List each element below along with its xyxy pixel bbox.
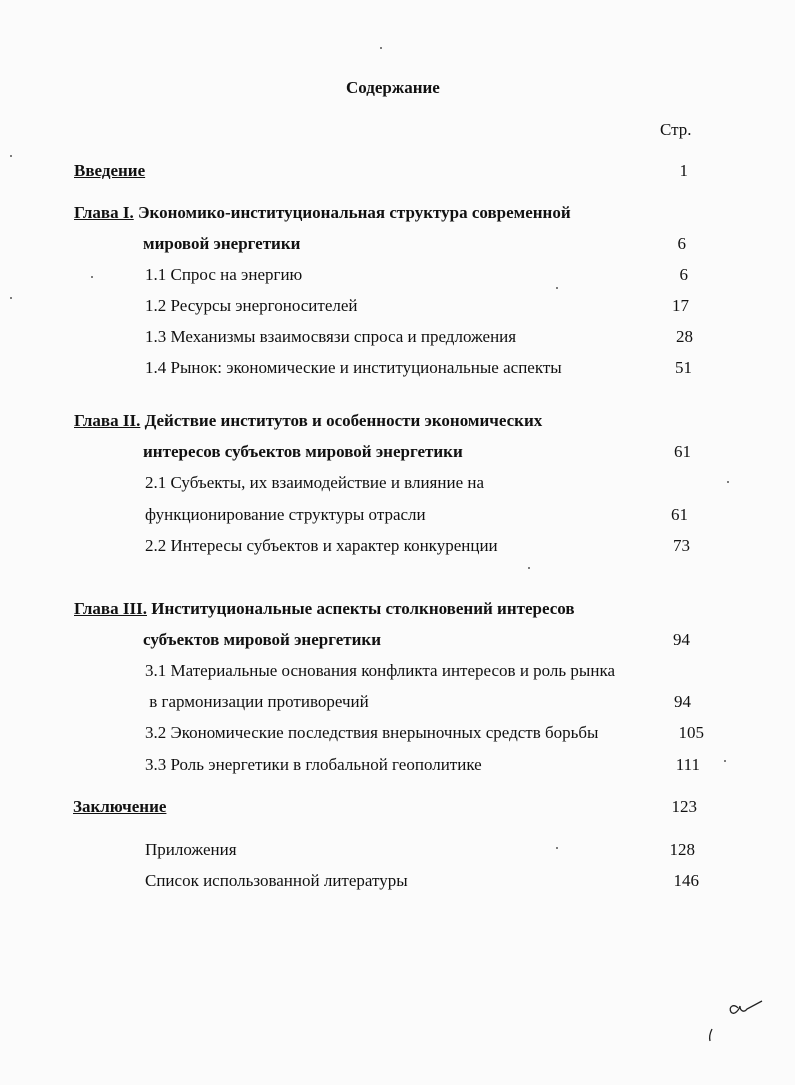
toc-section-1-1[interactable]: 1.1 Спрос на энергию [145, 265, 303, 284]
chapter-2-prefix: Глава II. [74, 411, 141, 430]
toc-chapter-1[interactable] [74, 203, 571, 223]
appendix-page: 128 [669, 840, 695, 859]
toc-section-1-4[interactable]: 1.4 Рынок: экономические и институциональные аспекты [145, 358, 562, 377]
toc-section-3-1-line2[interactable]: в гармонизации противоречий [145, 692, 369, 711]
toc-section-2-1-line1[interactable]: 2.1 Субъекты, их взаимодействие и влияние на [145, 473, 485, 492]
chapter-1-title-line2: мировой энергетики [143, 234, 301, 253]
scan-speck [528, 567, 530, 569]
section-3-3-page: 111 [675, 755, 700, 774]
toc-section-3-2[interactable]: 3.2 Экономические последствия внерыночных средств борьбы [145, 723, 599, 742]
chapter-2-title-line1: Действие институтов и особенности экономических [144, 411, 543, 430]
toc-conclusion[interactable]: Заключение [73, 797, 167, 816]
toc-intro[interactable]: Введение [74, 161, 146, 180]
chapter-3-page: 94 [673, 630, 690, 649]
toc-section-2-2[interactable]: 2.2 Интересы субъектов и характер конкуренции [145, 536, 498, 555]
section-2-1-page: 61 [671, 505, 688, 524]
section-2-2-page: 73 [673, 536, 690, 555]
toc-section-1-3[interactable]: 1.3 Механизмы взаимосвязи спроса и предложения [145, 327, 517, 346]
scan-speck [556, 287, 558, 289]
toc-appendix[interactable]: Приложения [145, 840, 237, 859]
toc-section-3-3[interactable]: 3.3 Роль энергетики в глобальной геополитике [145, 755, 482, 774]
toc-chapter-3[interactable] [74, 599, 575, 619]
toc-chapter-2[interactable] [74, 411, 542, 431]
scan-speck [10, 297, 12, 299]
scan-speck [556, 847, 558, 849]
section-1-1-page: 6 [679, 265, 688, 284]
chapter-1-prefix: Глава I. [74, 203, 134, 222]
chapter-3-title-line2: субъектов мировой энергетики [143, 630, 381, 649]
section-3-2-page: 105 [678, 723, 704, 742]
bibliography-page: 146 [673, 871, 699, 890]
section-1-4-page: 51 [675, 358, 692, 377]
toc-bibliography[interactable]: Список использованной литературы [145, 871, 408, 890]
chapter-2-title-line2: интересов субъектов мировой энергетики [143, 442, 463, 461]
section-1-2-page: 17 [672, 296, 689, 315]
section-1-3-page: 28 [676, 327, 693, 346]
section-3-1-page: 94 [674, 692, 691, 711]
page-column-label: Стр. [660, 120, 692, 139]
chapter-3-title-line1: Институциональные аспекты столкновений интересов [151, 599, 575, 618]
scan-speck [380, 47, 382, 49]
scan-speck [91, 276, 93, 278]
scan-speck [727, 481, 729, 483]
scan-speck [10, 155, 12, 157]
toc-section-1-2[interactable]: 1.2 Ресурсы энергоносителей [145, 296, 358, 315]
chapter-1-page: 6 [677, 234, 686, 253]
toc-section-2-1-line2[interactable]: функционирование структуры отрасли [145, 505, 426, 524]
chapter-2-page: 61 [674, 442, 691, 461]
page-title: Содержание [346, 78, 440, 97]
toc-section-3-1-line1[interactable]: 3.1 Материальные основания конфликта интересов и роль рынка [145, 661, 615, 680]
conclusion-page: 123 [671, 797, 697, 816]
scan-speck [724, 760, 726, 762]
chapter-1-title-line1: Экономико-институциональная структура современной [137, 203, 571, 222]
toc-intro-page: 1 [679, 161, 688, 180]
chapter-3-prefix: Глава III. [74, 599, 147, 618]
handwritten-mark [700, 995, 770, 1045]
